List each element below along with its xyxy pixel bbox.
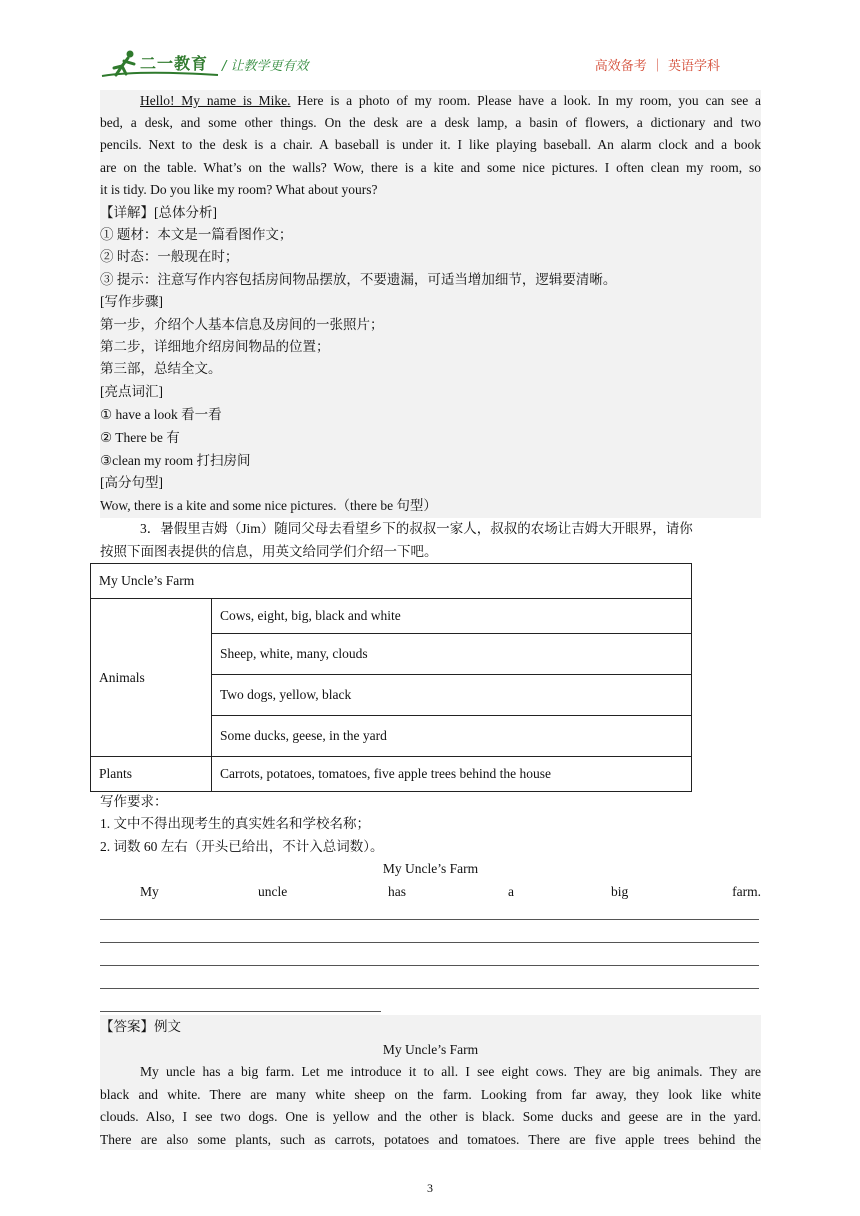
analysis-line: 第三部，总结全文。 xyxy=(100,361,222,376)
writing-blank-line xyxy=(100,942,759,943)
requirement-item: 2. 词数 60 左右（开头已给出，不计入总词数）。 xyxy=(100,839,384,854)
starter-word: big xyxy=(611,884,629,899)
writing-title: My Uncle’s Farm xyxy=(382,861,479,876)
essay1-line-2: bed, a desk, and some other things. On the desk are a desk lamp, a basin of flowers, a dictionary and two xyxy=(100,115,761,130)
essay1-line-1 xyxy=(100,90,761,112)
writing-blank-line xyxy=(100,965,759,966)
analysis-line: [亮点词汇] xyxy=(100,384,163,399)
logo-text: 二一教育 xyxy=(140,54,209,73)
requirements-heading: 写作要求： xyxy=(100,794,168,809)
table-cell-animal: Two dogs, yellow, black xyxy=(212,675,692,716)
analysis-line: Wow, there is a kite and some nice pictures.（there be 句型） xyxy=(100,498,437,513)
table-cell-animal: Sheep, white, many, clouds xyxy=(212,634,692,675)
analysis-line: 【详解】[总体分析] xyxy=(100,205,217,220)
answer-line: black and white. There are many white sheep on the farm. Looking from far away, they look like white xyxy=(100,1087,761,1102)
starter-word: has xyxy=(388,884,406,899)
table-title: My Uncle’s Farm xyxy=(91,564,692,599)
starter-word: a xyxy=(508,884,514,899)
table-cell-animal: Cows, eight, big, black and white xyxy=(212,599,692,634)
answer-title: My Uncle’s Farm xyxy=(382,1042,479,1057)
writing-blank-line xyxy=(100,919,759,920)
writing-blank-line xyxy=(100,988,759,989)
analysis-line: ② There be 有 xyxy=(100,430,180,445)
analysis-line: ③clean my room 打扫房间 xyxy=(100,453,251,468)
writing-blank-line xyxy=(100,1011,381,1012)
essay1-greeting: Hello! My name is Mike. xyxy=(140,93,291,108)
page-number: 3 xyxy=(427,1181,433,1195)
starter-word: My xyxy=(140,884,159,899)
animals-label: Animals xyxy=(91,599,212,757)
question3-line-2: 按照下面图表提供的信息，用英文给同学们介绍一下吧。 xyxy=(100,544,438,559)
question3-line-1: 3．暑假里吉姆（Jim）随同父母去看望乡下的叔叔一家人，叔叔的农场让吉姆大开眼界，请你 xyxy=(140,521,693,536)
answer-line: My uncle has a big farm. Let me introduce it to all. I see eight cows. They are big animals. They are xyxy=(140,1064,761,1079)
farm-info-table xyxy=(90,563,692,792)
page-header xyxy=(100,44,760,84)
essay1-line-3: pencils. Next to the desk is a chair. A baseball is under it. I like playing baseball. An alarm clock and a book xyxy=(100,137,761,152)
answer-label: 【答案】例文 xyxy=(100,1019,181,1034)
analysis-line: ① have a look 看一看 xyxy=(100,407,222,422)
plants-label: Plants xyxy=(91,757,212,792)
header-slogan: / 让教学更有效 xyxy=(222,59,309,74)
analysis-line: [写作步骤] xyxy=(100,294,163,309)
header-subject-tag: 高效备考 ｜ 英语学科 xyxy=(594,59,720,74)
essay1-line-5: it is tidy. Do you like my room? What about yours? xyxy=(100,182,378,197)
table-cell-plants: Carrots, potatoes, tomatoes, five apple trees behind the house xyxy=(212,757,692,792)
requirement-item: 1. 文中不得出现考生的真实姓名和学校名称； xyxy=(100,816,370,831)
analysis-line: ③ 提示：注意写作内容包括房间物品摆放，不要遗漏，可适当增加细节，逻辑要清晰。 xyxy=(100,272,617,287)
essay1-line-4: are on the table. What’s on the walls? Wow, there is a kite and some nice pictures. I often clean my room, so xyxy=(100,160,761,175)
starter-word: farm. xyxy=(732,884,761,899)
analysis-line: [高分句型] xyxy=(100,475,163,490)
answer-line: There are also some plants, such as carrots, potatoes and tomatoes. There are five apple trees behind the xyxy=(100,1132,761,1147)
answer-line: clouds. Also, I see two dogs. One is yellow and the other is black. Some ducks and geese are in the yard. xyxy=(100,1109,761,1124)
analysis-line: 第一步，介绍个人基本信息及房间的一张照片； xyxy=(100,317,384,332)
analysis-line: ① 题材：本文是一篇看图作文； xyxy=(100,227,293,242)
analysis-line: 第二步，详细地介绍房间物品的位置； xyxy=(100,339,330,354)
essay1-line1-rest: Here is a photo of my room. Please have a look. In my room, you can see a xyxy=(290,93,761,108)
table-cell-animal: Some ducks, geese, in the yard xyxy=(212,716,692,757)
analysis-line: ② 时态：一般现在时； xyxy=(100,249,239,264)
starter-word: uncle xyxy=(258,884,288,899)
